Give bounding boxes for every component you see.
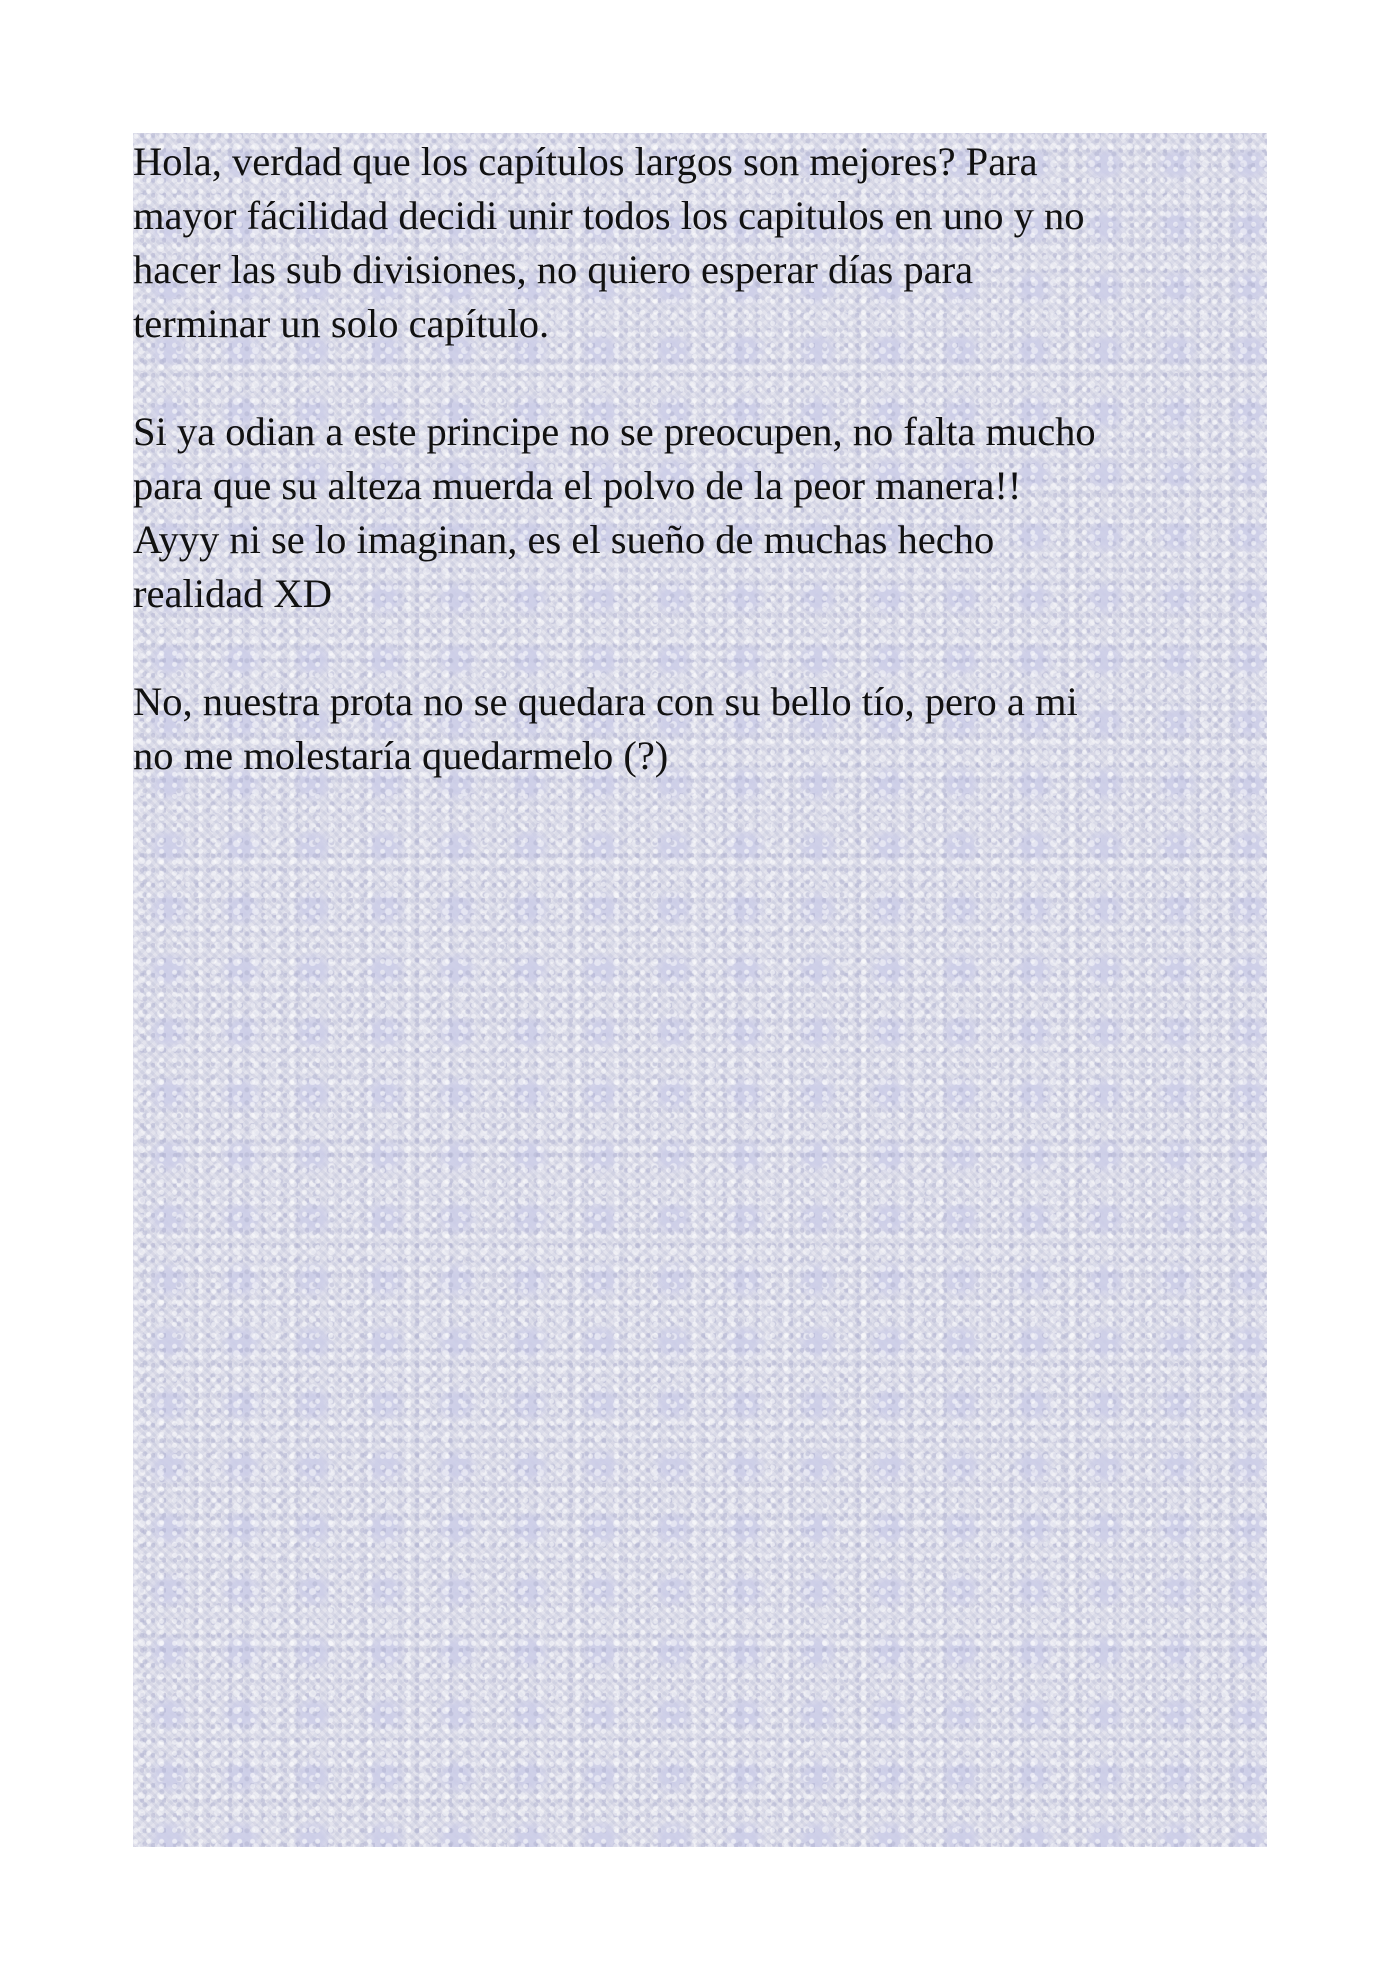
paragraph-1: Hola, verdad que los capítulos largos son mejores? Para mayor fácilidad decidi unir todos los capitulos en uno y no hacer las sub divisiones, no quiero esperar días para terminar un solo capítulo. xyxy=(133,139,1085,346)
paragraph-2: Si ya odian a este principe no se preocupen, no falta mucho para que su alteza muerda el polvo de la peor manera!! Ayyy ni se lo imaginan, es el sueño de muchas hecho realidad XD xyxy=(133,409,1096,616)
paragraph-3: No, nuestra prota no se quedara con su bello tío, pero a mi no me molestaría quedarmelo (?) xyxy=(133,679,1078,778)
text-block xyxy=(133,135,1267,837)
